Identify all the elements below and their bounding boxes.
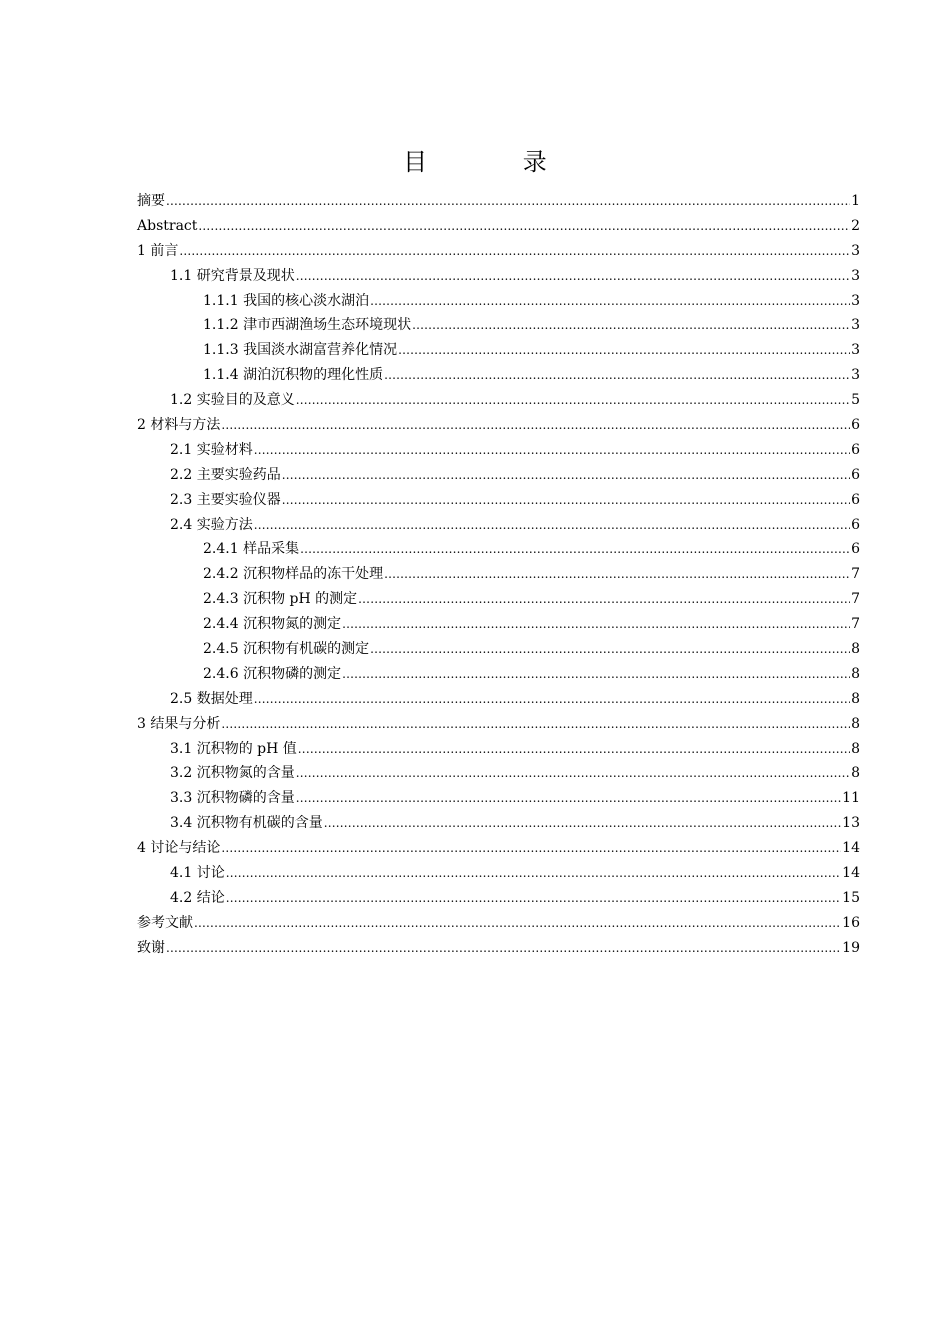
toc-leader-dots [254, 438, 850, 463]
toc-entry-text: 2 材料与方法 [137, 417, 221, 434]
toc-entry[interactable] [137, 761, 860, 786]
toc-entry-page: 8 [851, 765, 860, 782]
toc-leader-dots [412, 313, 850, 338]
toc-entry[interactable] [137, 911, 860, 936]
toc-leader-dots [166, 936, 841, 961]
toc-entry[interactable] [137, 587, 860, 612]
toc-leader-dots [194, 911, 841, 936]
toc-leader-dots [166, 189, 850, 214]
toc-entry-page: 3 [851, 292, 860, 309]
toc-entry-page: 6 [851, 541, 860, 558]
toc-entry-page: 8 [851, 715, 860, 732]
toc-entry[interactable] [137, 363, 860, 388]
toc-entry-page: 11 [842, 790, 860, 807]
toc-entry[interactable] [137, 662, 860, 687]
toc-list [137, 189, 860, 961]
toc-leader-dots [296, 388, 850, 413]
toc-entry-text: 2.4.2 沉积物样品的冻干处理 [203, 566, 384, 583]
toc-leader-dots [282, 488, 850, 513]
toc-leader-dots [254, 513, 850, 538]
toc-leader-dots [296, 264, 850, 289]
toc-entry-page: 3 [851, 267, 860, 284]
toc-entry[interactable] [137, 811, 860, 836]
toc-entry-text: 1.1.3 我国淡水湖富营养化情况 [203, 342, 398, 359]
toc-entry[interactable] [137, 612, 860, 637]
toc-entry[interactable] [137, 886, 860, 911]
toc-entry-page: 1 [851, 193, 860, 209]
toc-entry[interactable] [137, 513, 860, 538]
toc-entry-page: 5 [851, 392, 860, 409]
toc-leader-dots [298, 737, 850, 762]
toc-leader-dots [221, 413, 850, 438]
toc-entry-page: 7 [851, 616, 860, 633]
toc-entry-text: 2.3 主要实验仪器 [170, 491, 281, 508]
toc-entry-page: 7 [851, 591, 860, 608]
toc-leader-dots [342, 612, 850, 637]
toc-entry-text: 1.1.4 湖泊沉积物的理化性质 [203, 367, 384, 384]
toc-entry-text: 致谢 [137, 939, 165, 956]
toc-entry-text: 1 前言 [137, 242, 179, 259]
toc-entry-text: 4.1 讨论 [170, 865, 225, 882]
toc-entry-page: 13 [842, 815, 860, 832]
toc-entry-page: 19 [842, 939, 860, 956]
toc-entry[interactable] [137, 388, 860, 413]
toc-entry-text: 4 讨论与结论 [137, 840, 221, 857]
toc-entry-page: 6 [851, 441, 860, 458]
toc-leader-dots [296, 761, 850, 786]
toc-entry[interactable] [137, 737, 860, 762]
toc-leader-dots [282, 463, 850, 488]
toc-entry[interactable] [137, 537, 860, 562]
toc-entry-text: 2.4.5 沉积物有机碳的测定 [203, 641, 370, 658]
toc-entry-text: 3.4 沉积物有机碳的含量 [170, 815, 323, 832]
toc-entry[interactable] [137, 562, 860, 587]
toc-entry[interactable] [137, 687, 860, 712]
toc-entry-text: 1.1 研究背景及现状 [170, 267, 295, 284]
toc-entry[interactable] [137, 338, 860, 363]
toc-entry-text: 3.1 沉积物的 pH 值 [170, 740, 297, 757]
toc-entry[interactable] [137, 438, 860, 463]
toc-entry-page: 3 [851, 367, 860, 384]
toc-leader-dots [300, 537, 850, 562]
toc-entry[interactable] [137, 488, 860, 513]
toc-leader-dots [226, 886, 841, 911]
toc-entry-page: 8 [851, 665, 860, 682]
toc-leader-dots [296, 786, 841, 811]
toc-entry[interactable] [137, 836, 860, 861]
toc-entry[interactable] [137, 214, 860, 239]
toc-leader-dots [221, 712, 850, 737]
toc-title: 目 录 [403, 148, 591, 176]
toc-entry-page: 6 [851, 466, 860, 483]
toc-entry-text: 摘要 [137, 193, 165, 209]
toc-leader-dots [384, 363, 850, 388]
toc-entry[interactable] [137, 936, 860, 961]
toc-entry-text: Abstract [137, 217, 198, 234]
toc-entry[interactable] [137, 637, 860, 662]
toc-entry[interactable] [137, 289, 860, 314]
toc-leader-dots [370, 289, 850, 314]
toc-entry-page: 14 [842, 865, 860, 882]
toc-leader-dots [398, 338, 850, 363]
toc-entry-page: 3 [851, 242, 860, 259]
toc-entry-text: 3.3 沉积物磷的含量 [170, 790, 295, 807]
toc-entry-text: 2.4.4 沉积物氮的测定 [203, 616, 342, 633]
toc-entry-text: 2.4.3 沉积物 pH 的测定 [203, 591, 358, 608]
toc-entry-text: 2.5 数据处理 [170, 690, 253, 707]
toc-entry[interactable] [137, 189, 860, 214]
toc-entry-page: 7 [851, 566, 860, 583]
toc-entry[interactable] [137, 786, 860, 811]
toc-entry-page: 16 [842, 914, 860, 931]
toc-entry-text: 1.1.1 我国的核心淡水湖泊 [203, 292, 370, 309]
toc-leader-dots [384, 562, 850, 587]
toc-entry-text: 2.1 实验材料 [170, 441, 253, 458]
toc-leader-dots [254, 687, 850, 712]
toc-entry-text: 1.1.2 津市西湖渔场生态环境现状 [203, 317, 412, 334]
toc-entry-text: 4.2 结论 [170, 889, 225, 906]
toc-entry-text: 2.4.1 样品采集 [203, 541, 300, 558]
toc-entry-page: 6 [851, 516, 860, 533]
toc-entry-page: 2 [851, 217, 860, 234]
toc-leader-dots [342, 662, 850, 687]
toc-leader-dots [358, 587, 850, 612]
toc-entry-page: 6 [851, 491, 860, 508]
toc-entry-text: 3 结果与分析 [137, 715, 221, 732]
toc-entry-text: 参考文献 [137, 914, 193, 931]
toc-entry-page: 8 [851, 641, 860, 658]
toc-entry-page: 8 [851, 740, 860, 757]
toc-leader-dots [226, 861, 841, 886]
toc-entry-page: 8 [851, 690, 860, 707]
toc-entry-page: 14 [842, 840, 860, 857]
toc-entry-page: 3 [851, 342, 860, 359]
toc-entry-page: 3 [851, 317, 860, 334]
toc-entry-text: 3.2 沉积物氮的含量 [170, 765, 295, 782]
toc-entry-text: 1.2 实验目的及意义 [170, 392, 295, 409]
toc-leader-dots [221, 836, 841, 861]
toc-entry[interactable] [137, 712, 860, 737]
toc-entry-text: 2.4.6 沉积物磷的测定 [203, 665, 342, 682]
toc-entry[interactable] [137, 264, 860, 289]
toc-entry[interactable] [137, 313, 860, 338]
toc-entry-page: 15 [842, 889, 860, 906]
toc-leader-dots [198, 214, 850, 239]
toc-entry[interactable] [137, 239, 860, 264]
toc-entry-text: 2.4 实验方法 [170, 516, 253, 533]
toc-leader-dots [324, 811, 841, 836]
toc-entry-page: 6 [851, 417, 860, 434]
toc-entry[interactable] [137, 463, 860, 488]
toc-entry-text: 2.2 主要实验药品 [170, 466, 281, 483]
toc-leader-dots [370, 637, 850, 662]
toc-entry[interactable] [137, 413, 860, 438]
toc-leader-dots [179, 239, 850, 264]
toc-entry[interactable] [137, 861, 860, 886]
